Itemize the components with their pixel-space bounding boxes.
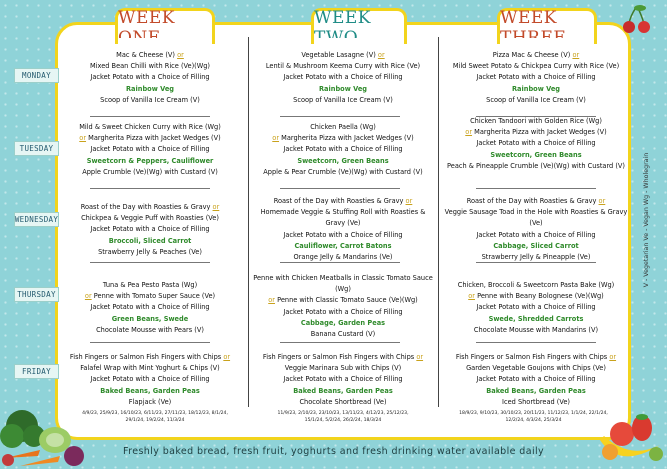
alt-dish: Falafel Wrap with Mint Yoghurt & Chips (V): [80, 364, 220, 373]
tab-join: [314, 38, 404, 46]
main-dish: Fish Fingers or Salmon Fish Fingers with Chips: [69, 353, 222, 361]
main-dish: Fish Fingers or Salmon Fish Fingers with Chips: [455, 353, 608, 361]
tab-join: [500, 38, 594, 46]
menu-cell-week2-tuesday: [252, 122, 434, 178]
alt-dish: Margherita Pizza with Jacket Wedges (V): [88, 134, 221, 143]
week-one-title: WEEK: [118, 7, 175, 28]
menu-cell-week3-tuesday: [442, 116, 630, 172]
alt-dish: Margherita Pizza with Jacket Wedges (V): [281, 134, 414, 143]
dessert: Scoop of Vanilla Ice Cream (V): [486, 95, 586, 104]
main-dish: Mac & Cheese (V): [116, 51, 175, 59]
or-connector: or: [405, 197, 413, 205]
dessert: Strawberry Jelly & Pineapple (Ve): [481, 253, 591, 262]
alt-dish: Veggie Marinara Sub with Chips (V): [284, 364, 402, 373]
menu-cell-week3-thursday: [442, 280, 630, 336]
dietary-legend: V - Vegetarian Ve - Vegan Wg - Wholegrain: [643, 152, 650, 288]
alt-dish: Mixed Bean Chilli with Rice (Ve)(Wg): [90, 62, 210, 71]
or-connector: or: [177, 51, 184, 59]
fruit-illustration: [590, 400, 667, 469]
jacket-potato: Jacket Potato with a Choice of Filling: [476, 139, 596, 148]
jacket-potato: Jacket Potato with a Choice of Filling: [90, 375, 210, 384]
alt-dish: Penne with Classic Tomato Sauce (Ve)(Wg): [277, 296, 418, 305]
menu-cell-week1-tuesday: [65, 122, 235, 178]
jacket-potato: Jacket Potato with a Choice of Filling: [90, 73, 210, 82]
main-dish: Chicken Paella (Wg): [310, 123, 376, 131]
veg-sides: Cabbage, Garden Peas: [300, 318, 386, 327]
menu-cell-week2-friday: [252, 352, 434, 408]
dessert: Chocolate Shortbread (Ve): [299, 397, 387, 406]
jacket-potato: Jacket Potato with a Choice of Filling: [476, 230, 596, 239]
day-label-monday: MONDAY: [14, 68, 59, 83]
menu-cell-week2-thursday: [252, 273, 434, 340]
row-divider: [476, 188, 596, 189]
row-divider: [476, 342, 596, 343]
or-connector: or: [468, 292, 475, 301]
menu-cell-week1-monday: [65, 50, 235, 106]
cherries-illustration: [620, 4, 654, 36]
day-label-tuesday: TUESDAY: [14, 141, 59, 156]
dessert: Chocolate Mousse with Mandarins (V): [473, 325, 599, 334]
main-dish: Pizza Mac & Cheese (V): [492, 51, 571, 59]
week-three-title: WEEK: [500, 7, 557, 28]
jacket-potato: Jacket Potato with a Choice of Filling: [90, 303, 210, 312]
menu-cell-week2-monday: [252, 50, 434, 106]
menu-cell-week1-wednesday: [65, 202, 235, 258]
day-label-friday: FRIDAY: [14, 364, 59, 379]
jacket-potato: Jacket Potato with a Choice of Filling: [90, 225, 210, 234]
alt-dish: Homemade Veggie & Stuffing Roll with Roasties & Gravy (Ve): [260, 208, 426, 228]
veg-sides: Baked Beans, Garden Peas: [293, 386, 393, 395]
menu-cell-week1-friday: [65, 352, 235, 408]
jacket-potato: Jacket Potato with a Choice of Filling: [283, 230, 403, 239]
or-connector: or: [223, 353, 231, 361]
veg-sides: Broccoli, Sliced Carrot: [108, 236, 192, 245]
or-connector: or: [572, 51, 580, 59]
day-label-wednesday: WEDNESDAY: [14, 212, 59, 227]
alt-dish: Mild Sweet Potato & Chickpea Curry with Rice (Ve): [452, 62, 620, 71]
veg-sides: Baked Beans, Garden Peas: [486, 386, 586, 395]
jacket-potato: Jacket Potato with a Choice of Filling: [283, 145, 403, 154]
jacket-potato: Jacket Potato with a Choice of Filling: [283, 73, 403, 82]
row-divider: [280, 188, 400, 189]
or-connector: or: [212, 203, 220, 211]
veg-sides: Baked Beans, Garden Peas: [100, 386, 200, 395]
alt-dish: Chickpea & Veggie Puff with Roasties (Ve): [81, 214, 219, 223]
column-divider: [248, 37, 249, 407]
dessert: Peach & Pineapple Crumble (Ve)(Wg) with Custard (V): [447, 161, 625, 170]
menu-cell-week1-thursday: [65, 280, 235, 336]
jacket-potato: Jacket Potato with a Choice of Filling: [476, 73, 596, 82]
dessert: Apple & Pear Crumble (Ve)(Wg) with Custard (V): [263, 167, 423, 176]
alt-dish: Penne with Beany Bolognese (Ve)(Wg): [477, 292, 604, 301]
or-connector: or: [465, 128, 473, 137]
dessert: Apple Crumble (Ve)(Wg) with Custard (V): [82, 167, 218, 176]
main-dish: Roast of the Day with Roasties & Gravy: [80, 203, 211, 211]
row-divider: [90, 342, 210, 343]
veg-sides: Rainbow Veg: [125, 84, 175, 93]
week-two-title: WEEK: [314, 7, 371, 28]
menu-cell-week3-wednesday: [442, 196, 630, 263]
veg-sides: Rainbow Veg: [318, 84, 368, 93]
dessert: Flapjack (Ve): [128, 397, 172, 406]
menu-cell-week3-monday: [442, 50, 630, 106]
or-connector: or: [377, 51, 385, 59]
or-connector: or: [272, 134, 280, 143]
main-dish: Tuna & Pea Pesto Pasta (Wg): [102, 281, 198, 289]
or-connector: or: [416, 353, 424, 361]
alt-dish: Margherita Pizza with Jacket Wedges (V): [474, 128, 607, 137]
or-connector: or: [268, 296, 275, 305]
main-dish: Mild & Sweet Chicken Curry with Rice (Wg): [79, 123, 221, 131]
dessert: Chocolate Mousse with Pears (V): [96, 325, 204, 334]
or-connector: or: [84, 292, 92, 301]
week2-dates: 11/9/23, 2/10/23, 23/10/23, 13/11/23, 4/12/23, 25/12/23, 15/1/24, 5/2/24, 26/2/24, 18/3/24: [277, 411, 409, 423]
or-connector: or: [598, 197, 606, 205]
row-divider: [90, 116, 210, 117]
column-divider: [438, 37, 439, 407]
veg-sides: Sweetcorn, Green Beans: [297, 156, 389, 165]
alt-dish: Garden Vegetable Goujons with Chips (Ve): [466, 364, 606, 373]
row-divider: [280, 116, 400, 117]
day-label-thursday: THURSDAY: [14, 287, 59, 302]
jacket-potato: Jacket Potato with a Choice of Filling: [283, 375, 403, 384]
veg-sides: Green Beans, Swede: [111, 314, 189, 323]
main-dish: Fish Fingers or Salmon Fish Fingers with Chips: [262, 353, 415, 361]
dessert: Orange Jelly & Mandarins (Ve): [293, 253, 393, 262]
veg-sides: Cabbage, Sliced Carrot: [493, 241, 579, 250]
alt-dish: Penne with Tomato Super Sauce (Ve): [93, 292, 216, 301]
alt-dish: Veggie Sausage Toad in the Hole with Roasties & Gravy (Ve): [444, 208, 628, 228]
main-dish: Vegetable Lasagne (V): [301, 51, 376, 59]
jacket-potato: Jacket Potato with a Choice of Filling: [476, 303, 596, 312]
or-connector: or: [609, 353, 617, 361]
main-dish: Roast of the Day with Roasties & Gravy: [466, 197, 597, 205]
week1-dates: 4/9/23, 25/9/23, 16/10/23, 6/11/23, 27/11/23, 18/12/23, 8/1/24, 29/1/24, 19/2/24, 11/3/24: [82, 411, 228, 423]
footer-note: Freshly baked bread, fresh fruit, yoghurts and fresh drinking water available daily: [122, 446, 545, 457]
veg-sides: Rainbow Veg: [511, 84, 561, 93]
dessert: Scoop of Vanilla Ice Cream (V): [293, 95, 393, 104]
row-divider: [280, 342, 400, 343]
main-dish: Chicken, Broccoli & Sweetcorn Pasta Bake (Wg): [457, 281, 615, 289]
dessert: Banana Custard (V): [310, 330, 376, 339]
alt-dish: Lentil & Mushroom Keema Curry with Rice (Ve): [265, 62, 421, 71]
or-connector: or: [79, 134, 87, 143]
tab-join: [118, 38, 212, 46]
row-divider: [90, 188, 210, 189]
vegetables-illustration: [0, 398, 90, 469]
jacket-potato: Jacket Potato with a Choice of Filling: [283, 307, 403, 316]
dessert: Iced Shortbread (Ve): [502, 397, 570, 406]
jacket-potato: Jacket Potato with a Choice of Filling: [90, 145, 210, 154]
menu-cell-week2-wednesday: [252, 196, 434, 263]
week3-dates: 18/9/23, 9/10/23, 30/10/23, 20/11/23, 11/12/23, 1/1/24, 22/1/24, 12/2/24, 4/3/24, 25/3/24: [459, 411, 608, 423]
veg-sides: Cauliflower, Carrot Batons: [294, 241, 392, 250]
dessert: Scoop of Vanilla Ice Cream (V): [100, 95, 200, 104]
veg-sides: Sweetcorn, Green Beans: [490, 150, 582, 159]
veg-sides: Sweetcorn & Peppers, Cauliflower: [86, 156, 214, 165]
main-dish: Chicken Tandoori with Golden Rice (Wg): [470, 117, 602, 125]
dessert: Strawberry Jelly & Peaches (Ve): [98, 247, 202, 256]
veg-sides: Swede, Shredded Carrots: [488, 314, 584, 323]
jacket-potato: Jacket Potato with a Choice of Filling: [476, 375, 596, 384]
main-dish: Roast of the Day with Roasties & Gravy: [273, 197, 404, 205]
main-dish: Penne with Chicken Meatballs in Classic Tomato Sauce (Wg): [253, 274, 433, 294]
row-divider: [90, 262, 210, 263]
